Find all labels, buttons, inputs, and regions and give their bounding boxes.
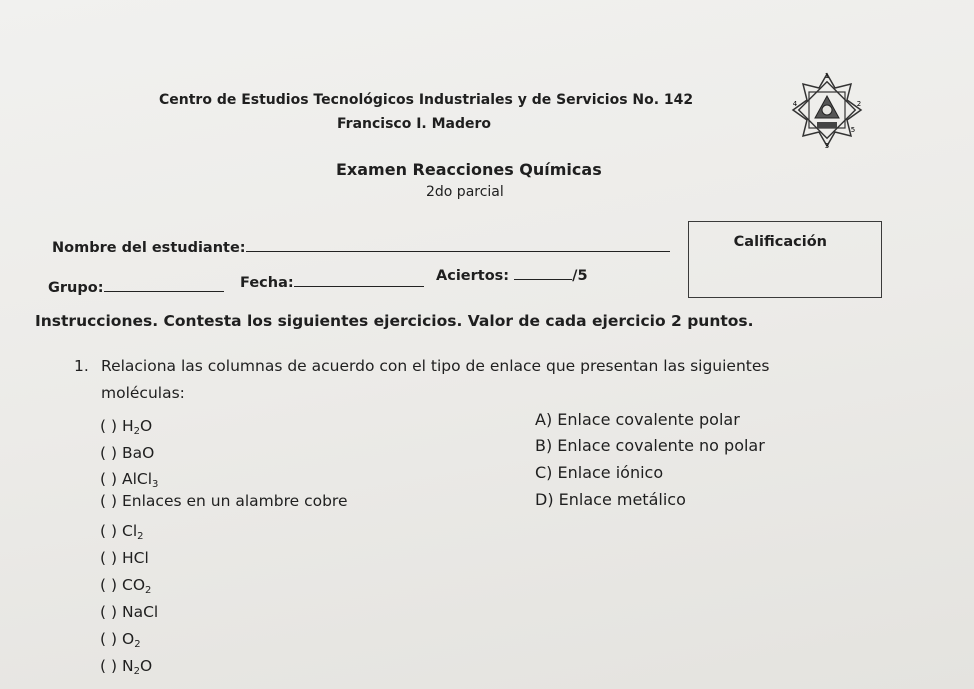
school-name: Centro de Estudios Tecnológicos Industriales y de Servicios No. 142 bbox=[159, 92, 694, 108]
item-tail: O bbox=[140, 417, 153, 435]
grade-label: Calificación bbox=[733, 234, 827, 250]
item-text: O bbox=[122, 630, 135, 648]
list-item bbox=[100, 549, 149, 567]
student-name-line[interactable] bbox=[246, 237, 670, 252]
item-subscript: 2 bbox=[134, 639, 141, 650]
group-line[interactable] bbox=[104, 277, 224, 292]
date-field bbox=[240, 272, 424, 291]
answer-blank[interactable]: ( ) bbox=[100, 522, 118, 540]
answer-blank[interactable]: ( ) bbox=[100, 630, 118, 648]
hits-line[interactable] bbox=[514, 265, 572, 280]
answer-blank[interactable]: ( ) bbox=[100, 417, 118, 435]
item-subscript: 2 bbox=[145, 585, 152, 596]
list-item bbox=[100, 444, 154, 462]
answer-blank[interactable]: ( ) bbox=[100, 549, 118, 567]
question-number: 1. bbox=[74, 357, 89, 375]
list-item bbox=[100, 657, 152, 677]
group-label: Grupo: bbox=[48, 280, 104, 296]
grade-box[interactable] bbox=[688, 221, 882, 298]
answer-blank[interactable]: ( ) bbox=[100, 576, 118, 594]
item-text: CO bbox=[122, 576, 146, 594]
question-text-line2: moléculas: bbox=[101, 384, 185, 402]
date-line[interactable] bbox=[294, 272, 424, 287]
list-item bbox=[100, 630, 141, 650]
school-logo-icon bbox=[787, 70, 867, 150]
option-b: B) Enlace covalente no polar bbox=[535, 436, 765, 455]
list-item bbox=[100, 417, 152, 437]
item-text: Cl bbox=[122, 522, 138, 540]
list-item bbox=[100, 603, 158, 621]
list-item bbox=[100, 522, 144, 542]
item-subscript: 3 bbox=[152, 479, 159, 490]
logo-number: 3 bbox=[824, 142, 830, 150]
list-item bbox=[100, 576, 151, 596]
date-label: Fecha: bbox=[240, 275, 294, 291]
item-text: AlCl bbox=[122, 470, 153, 488]
hits-total: /5 bbox=[572, 268, 588, 284]
item-tail: O bbox=[139, 657, 153, 675]
logo-number: 2 bbox=[856, 100, 862, 108]
answer-blank[interactable]: ( ) bbox=[100, 444, 118, 462]
answer-blank[interactable]: ( ) bbox=[100, 470, 118, 488]
option-c: C) Enlace iónico bbox=[535, 463, 664, 482]
list-item bbox=[100, 492, 348, 510]
hits-field bbox=[436, 265, 588, 284]
logo-number: 1 bbox=[824, 72, 830, 80]
item-text: Enlaces en un alambre cobre bbox=[122, 492, 348, 510]
list-item bbox=[100, 470, 158, 490]
item-text: BaO bbox=[122, 444, 155, 462]
logo-number: 5 bbox=[850, 126, 856, 134]
item-subscript: 2 bbox=[133, 666, 140, 677]
question-text-line1: Relaciona las columnas de acuerdo con el tipo de enlace que presentan las siguientes bbox=[101, 357, 770, 375]
logo-number: 4 bbox=[792, 100, 798, 108]
item-text: H bbox=[122, 417, 134, 435]
item-text: HCl bbox=[122, 549, 149, 567]
option-a: A) Enlace covalente polar bbox=[535, 410, 740, 429]
item-text: NaCl bbox=[122, 603, 159, 621]
exam-title: Examen Reacciones Químicas bbox=[336, 160, 602, 179]
student-name-label: Nombre del estudiante: bbox=[52, 240, 246, 256]
student-name-field bbox=[52, 237, 670, 256]
item-subscript: 2 bbox=[137, 531, 144, 542]
answer-blank[interactable]: ( ) bbox=[100, 492, 118, 510]
hits-label: Aciertos: bbox=[436, 268, 510, 284]
school-subtitle: Francisco I. Madero bbox=[337, 116, 492, 132]
option-d: D) Enlace metálico bbox=[535, 490, 686, 509]
answer-blank[interactable]: ( ) bbox=[100, 657, 118, 675]
exam-partial: 2do parcial bbox=[426, 184, 504, 200]
answer-blank[interactable]: ( ) bbox=[100, 603, 118, 621]
instructions: Instrucciones. Contesta los siguientes ejercicios. Valor de cada ejercicio 2 puntos. bbox=[35, 312, 754, 330]
item-text: N bbox=[122, 657, 134, 675]
item-subscript: 2 bbox=[133, 426, 141, 437]
group-field bbox=[48, 277, 224, 296]
